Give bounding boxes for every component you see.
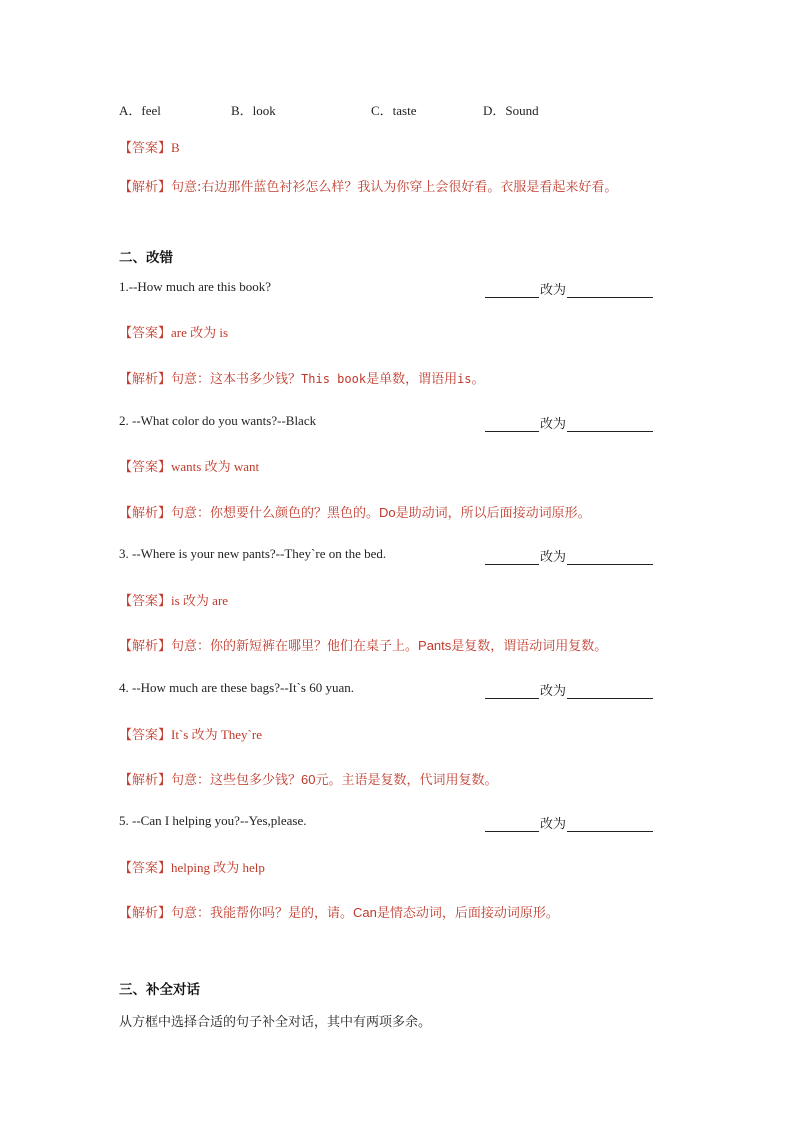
answer-text: B (171, 140, 180, 155)
change-label: 改为 (540, 817, 567, 832)
blank-5[interactable] (485, 813, 653, 832)
blank-3[interactable] (485, 546, 653, 565)
analysis-text: 元。主语是复数，代词用复数。 (315, 773, 498, 788)
question-3: 3. --Where is your new pants?--They`re on the bed. (119, 546, 387, 561)
option-c: C．taste (371, 103, 417, 118)
analysis-tag: 【解析】 (119, 180, 172, 195)
change-label: 改为 (540, 550, 567, 565)
blank-line-wrong[interactable] (485, 550, 539, 565)
analysis-text: 句意：你想要什么颜色的？黑色的。 (171, 506, 380, 521)
analysis-text: 是复数，谓语动词用复数。 (451, 639, 608, 654)
analysis-keyword: Pants (418, 638, 452, 653)
answer-tag: 【答案】 (119, 326, 172, 341)
answer-1 (119, 322, 228, 341)
blank-line-wrong[interactable] (485, 817, 539, 832)
question-4: 4. --How much are these bags?--It`s 60 yuan. (119, 680, 355, 695)
blank-line-wrong[interactable] (485, 417, 539, 432)
option-b: B．look (231, 103, 276, 118)
analysis-code: is (457, 372, 472, 386)
analysis-tag: 【解析】 (119, 639, 172, 654)
analysis-text: 。 (471, 372, 485, 387)
change-label: 改为 (540, 684, 567, 699)
option-d: D．Sound (483, 103, 539, 118)
answer-tag: 【答案】 (119, 861, 172, 876)
blank-line-wrong[interactable] (485, 684, 539, 699)
question-1: 1.--How much are this book? (119, 279, 271, 294)
blank-line-correct[interactable] (567, 417, 653, 432)
analysis-3 (119, 635, 607, 654)
analysis-keyword: Do (379, 505, 396, 520)
blank-1[interactable] (485, 279, 653, 298)
answer-5 (119, 857, 265, 876)
analysis-text: 句意：我能帮你吗？是的，请。 (171, 906, 354, 921)
blank-2[interactable] (485, 413, 653, 432)
analysis-text: 句意：这本书多少钱？ (171, 372, 302, 387)
section-2-title: 二、改错 (119, 250, 173, 266)
answer-tag: 【答案】 (119, 141, 172, 156)
blank-line-wrong[interactable] (485, 283, 539, 298)
answer-4 (119, 724, 262, 743)
answer-tag: 【答案】 (119, 728, 172, 743)
analysis-keyword: 60 (301, 772, 316, 787)
blank-line-correct[interactable] (567, 817, 653, 832)
analysis-1 (119, 368, 485, 387)
answer-text: wants 改为 want (171, 459, 260, 474)
answer-text: is 改为 are (171, 593, 229, 608)
analysis-tag: 【解析】 (119, 773, 172, 788)
analysis-keyword: Can (353, 905, 377, 920)
intro-analysis (119, 176, 617, 195)
analysis-text: 是单数，谓语用 (366, 372, 458, 387)
answer-text: are 改为 is (171, 325, 229, 340)
analysis-2 (119, 502, 591, 521)
analysis-tag: 【解析】 (119, 906, 172, 921)
answer-tag: 【答案】 (119, 594, 172, 609)
blank-line-correct[interactable] (567, 550, 653, 565)
option-a: A．feel (119, 103, 161, 118)
answer-text: helping 改为 help (171, 860, 265, 875)
answer-text: It`s 改为 They`re (171, 727, 262, 742)
analysis-tag: 【解析】 (119, 372, 172, 387)
question-5: 5. --Can I helping you?--Yes,please. (119, 813, 307, 828)
analysis-text: 句意:右边那件蓝色衬衫怎么样？我认为你穿上会很好看。衣服是看起来好看。 (171, 180, 618, 195)
change-label: 改为 (540, 417, 567, 432)
analysis-code: This book (301, 372, 367, 386)
analysis-text: 句意：你的新短裤在哪里？他们在桌子上。 (171, 639, 419, 654)
analysis-text: 是情态动词，后面接动词原形。 (376, 906, 559, 921)
section-3-title: 三、补全对话 (119, 982, 200, 998)
analysis-text: 是助动词，所以后面接动词原形。 (395, 506, 591, 521)
answer-3 (119, 590, 228, 609)
section-3-instruction: 从方框中选择合适的句子补全对话，其中有两项多余。 (119, 1015, 432, 1030)
answer-2 (119, 456, 259, 475)
analysis-5 (119, 902, 559, 921)
answer-tag: 【答案】 (119, 460, 172, 475)
question-2: 2. --What color do you wants?--Black (119, 413, 317, 428)
blank-line-correct[interactable] (567, 684, 653, 699)
analysis-4 (119, 769, 498, 788)
analysis-text: 句意：这些包多少钱？ (171, 773, 302, 788)
blank-line-correct[interactable] (567, 283, 653, 298)
intro-answer (119, 137, 180, 156)
analysis-tag: 【解析】 (119, 506, 172, 521)
blank-4[interactable] (485, 680, 653, 699)
change-label: 改为 (540, 283, 567, 298)
